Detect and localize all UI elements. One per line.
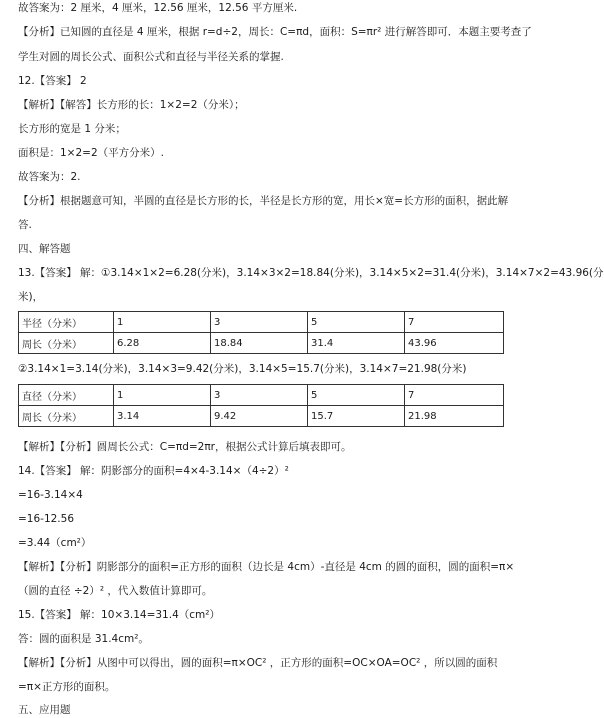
q15-final: 答：圆的面积是 31.4cm²。 [18, 633, 149, 645]
table-cell: 1 [114, 312, 211, 333]
q14-analysis: 【解析】【分析】阴影部分的面积=正方形的面积（边长是 4cm）-直径是 4cm 的圆的面积，圆的面积=π× [18, 561, 515, 573]
table-row [19, 333, 504, 354]
q13-part2: ②3.14×1=3.14(分米)，3.14×3=9.42(分米)，3.14×5=15.7(分米)，3.14×7=21.98(分米) [18, 363, 467, 375]
radius-table [18, 311, 504, 354]
section-heading: 四、解答题 [18, 243, 71, 255]
q12-width: 长方形的宽是 1 分米； [18, 123, 126, 135]
table-cell: 7 [405, 385, 504, 406]
q12-area: 面积是：1×2=2（平方分米）. [18, 147, 164, 159]
q12-solution: 【解析】【解答】长方形的长：1×2=2（分米）； [18, 99, 245, 111]
q14-answer: 14.【答案】 解：阴影部分的面积=4×4-3.14×（4÷2）² [18, 465, 289, 477]
table-cell: 43.96 [405, 333, 504, 354]
table-cell: 9.42 [211, 406, 308, 427]
table-cell: 7 [405, 312, 504, 333]
answer-line: 故答案为：2 厘米，4 厘米，12.56 厘米，12.56 平方厘米. [18, 2, 298, 14]
table-cell: 5 [308, 312, 405, 333]
table-cell: 直径（分米） [19, 385, 114, 406]
q14-step: =16-3.14×4 [18, 489, 83, 501]
table-row [19, 385, 504, 406]
table-cell: 3.14 [114, 406, 211, 427]
analysis-line: 【分析】已知圆的直径是 4 厘米，根据 r=d÷2，周长：C=πd，面积：S=πr² 进行解答即可．本题主要考查了 [18, 26, 532, 38]
q12-final: 故答案为：2. [18, 171, 81, 183]
q12-analysis: 【分析】根据题意可知，半圆的直径是长方形的长，半径是长方形的宽，用长×宽=长方形的面积，据此解 [18, 195, 509, 207]
q15-answer: 15.【答案】 解：10×3.14=31.4（cm²） [18, 609, 220, 621]
table-cell: 21.98 [405, 406, 504, 427]
section-heading: 五、应用题 [18, 704, 71, 716]
table-row [19, 406, 504, 427]
q15-analysis-cont: =π×正方形的面积。 [18, 681, 116, 693]
q14-result: =3.44（cm²） [18, 537, 92, 549]
q13-answer: 13.【答案】 解：①3.14×1×2=6.28(分米)，3.14×3×2=18.84(分米)，3.14×5×2=31.4(分米)，3.14×7×2=43.96(分 [18, 267, 604, 279]
table-cell: 31.4 [308, 333, 405, 354]
table-cell: 5 [308, 385, 405, 406]
table-row [19, 312, 504, 333]
table-cell: 6.28 [114, 333, 211, 354]
table-cell: 半径（分米） [19, 312, 114, 333]
diameter-table [18, 384, 504, 427]
table-cell: 18.84 [211, 333, 308, 354]
q13-answer-cont: 米)， [18, 291, 44, 303]
table-cell: 15.7 [308, 406, 405, 427]
analysis-line-cont: 学生对圆的周长公式、面积公式和直径与半径关系的掌握. [18, 51, 284, 63]
q14-step: =16-12.56 [18, 513, 75, 525]
q15-analysis: 【解析】【分析】从图中可以得出，圆的面积=π×OC² ，正方形的面积=OC×OA=OC² ，所以圆的面积 [18, 657, 498, 669]
table-cell: 1 [114, 385, 211, 406]
table-cell: 周长（分米） [19, 406, 114, 427]
q13-analysis: 【解析】【分析】圆周长公式：C=πd=2πr，根据公式计算后填表即可。 [18, 441, 352, 453]
table-cell: 3 [211, 385, 308, 406]
q14-analysis-cont: （圆的直径 ÷2）² ，代入数值计算即可。 [18, 585, 213, 597]
table-cell: 3 [211, 312, 308, 333]
q12-analysis-cont: 答. [18, 219, 32, 231]
q12-answer: 12.【答案】 2 [18, 75, 87, 87]
table-cell: 周长（分米） [19, 333, 114, 354]
